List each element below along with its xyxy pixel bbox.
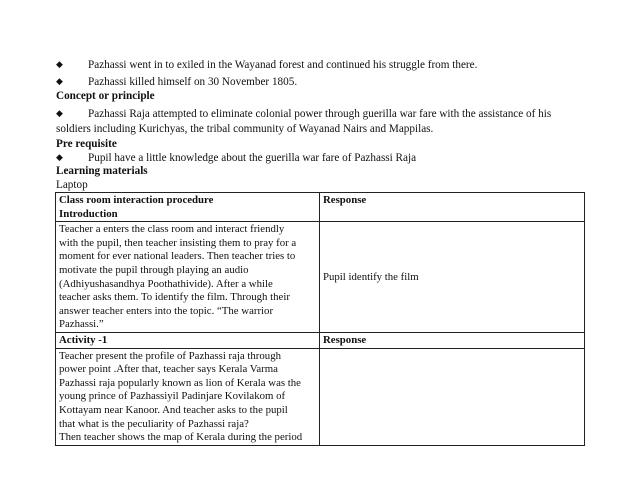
activity-label-cell [56,332,320,348]
bullet-text: Pazhassi Raja attempted to eliminate colonial power through guerilla war fare with the assistance of his [88,108,552,120]
cell-line: power point .After that, teacher says Kerala Varma [59,363,278,376]
activity-label: Activity -1 [59,333,108,346]
prerequisite-heading: Pre requisite [56,138,117,150]
diamond-bullet-icon: ◆ [56,76,63,86]
procedure-table [55,192,585,446]
cell-line: moment for ever national leaders. Then teacher tries to [59,250,296,263]
cell-line: that what is the peculiarity of Pazhassi raja? [59,417,249,430]
bullet-text: Pazhassi went in to exiled in the Wayanad forest and continued his struggle from there. [88,59,478,71]
bullet-text: Pazhassi killed himself on 30 November 1805. [88,76,298,88]
concept-continuation: soldiers including Kurichyas, the tribal community of Wayanad Nairs and Mappilas. [56,123,434,135]
cell-line: with the pupil, then teacher insisting them to pray for a [59,236,297,249]
intro-procedure-cell [56,222,320,333]
table-row [56,348,585,445]
activity-response-label-cell [320,332,585,348]
activity-procedure-cell [56,348,320,445]
bullet-item [56,74,578,89]
cell-line: Then teacher shows the map of Kerala during the period [59,431,303,444]
table-header-row [56,193,585,222]
cell-line: answer teacher enters into the topic. “The warrior [59,304,274,317]
intro-response-cell [320,222,585,333]
cell-line: Teacher a enters the class room and interact friendly [59,223,285,236]
bullet-item [56,57,578,72]
cell-line: Pupil identify the film [323,270,419,283]
bullet-item [56,150,578,165]
cell-line: Pazhassi raja popularly known as lion of Kerala was the [59,376,301,389]
materials-text: Laptop [56,179,88,191]
cell-line: motivate the pupil through playing an audio [59,263,249,276]
materials-heading: Learning materials [56,165,148,177]
cell-line: Pazhassi.” [59,318,104,331]
bullet-text: Pupil have a little knowledge about the guerilla war fare of Pazhassi Raja [88,152,417,164]
concept-heading: Concept or principle [56,90,155,102]
header-procedure-label: Class room interaction procedure [59,194,214,206]
bullet-item [56,106,578,121]
header-right-cell [320,193,585,222]
header-left-cell [56,193,320,222]
cell-line: Teacher present the profile of Pazhassi raja through [59,349,281,362]
cell-line: teacher asks them. To identify the film. Through their [59,291,290,304]
diamond-bullet-icon: ◆ [56,152,63,162]
header-response-label: Response [323,194,367,206]
diamond-bullet-icon: ◆ [56,59,63,69]
diamond-bullet-icon: ◆ [56,108,63,118]
cell-line: Kottayam near Kanoor. And teacher asks to the pupil [59,403,288,416]
activity-response-label: Response [323,333,367,346]
cell-line: (Adhiyushasandhya Poothathivide). After a while [59,277,273,290]
table-row [56,222,585,333]
activity-response-cell [320,348,585,445]
cell-line: young prince of Pazhassiyil Padinjare Kovilakom of [59,390,286,403]
table-row [56,332,585,348]
header-introduction-label: Introduction [59,207,118,220]
